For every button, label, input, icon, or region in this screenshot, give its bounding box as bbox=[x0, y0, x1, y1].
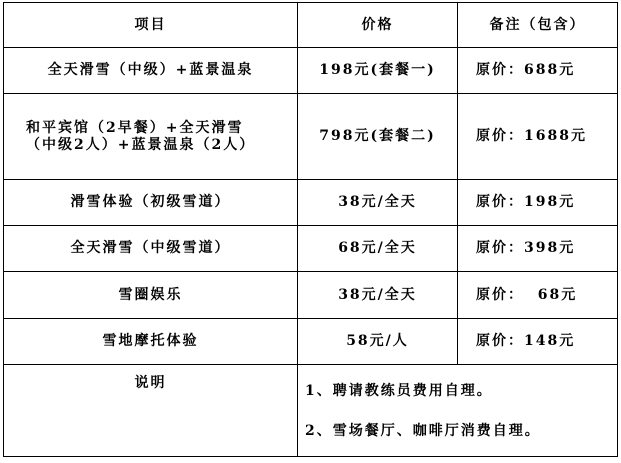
row-item: 雪圈娱乐 bbox=[4, 272, 298, 319]
table-row bbox=[4, 272, 618, 319]
row-item bbox=[4, 94, 298, 180]
row-note: 原价：688元 bbox=[458, 48, 618, 94]
explanation-line: 2、雪场餐厅、咖啡厅消费自理。 bbox=[305, 422, 541, 439]
row-price: 198元(套餐一) bbox=[298, 48, 458, 94]
table-row bbox=[4, 226, 618, 272]
row-note: 原价：1688元 bbox=[458, 94, 618, 180]
row-item: 全天滑雪（中级）+蓝景温泉 bbox=[4, 48, 298, 94]
row-price: 68元/全天 bbox=[298, 226, 458, 272]
row-note: 原价：148元 bbox=[458, 319, 618, 365]
table-row bbox=[4, 48, 618, 94]
row-item: 全天滑雪（中级雪道） bbox=[4, 226, 298, 272]
price-table bbox=[3, 2, 618, 457]
row-note: 原价：198元 bbox=[458, 180, 618, 226]
table-row bbox=[4, 94, 618, 180]
row-item: 滑雪体验（初级雪道） bbox=[4, 180, 298, 226]
explanation-row bbox=[4, 365, 618, 457]
table-row bbox=[4, 319, 618, 365]
header-price: 价格 bbox=[298, 3, 458, 48]
row-note: 原价： 68元 bbox=[458, 272, 618, 319]
row-price: 58元/人 bbox=[298, 319, 458, 365]
row-price: 38元/全天 bbox=[298, 272, 458, 319]
row-price: 798元(套餐二) bbox=[298, 94, 458, 180]
row-item-line: （中级2人）+蓝景温泉（2人） bbox=[26, 136, 256, 153]
row-item: 雪地摩托体验 bbox=[4, 319, 298, 365]
row-item-line: 和平宾馆（2早餐）+全天滑雪 bbox=[26, 119, 244, 136]
row-price: 38元/全天 bbox=[298, 180, 458, 226]
header-item: 项目 bbox=[4, 3, 298, 48]
table-row bbox=[4, 180, 618, 226]
table-header-row bbox=[4, 3, 618, 48]
row-note: 原价：398元 bbox=[458, 226, 618, 272]
header-note: 备注（包含） bbox=[458, 3, 618, 48]
explanation-label: 说明 bbox=[4, 365, 298, 457]
explanation-text bbox=[298, 365, 618, 457]
explanation-line: 1、聘请教练员费用自理。 bbox=[305, 382, 493, 399]
